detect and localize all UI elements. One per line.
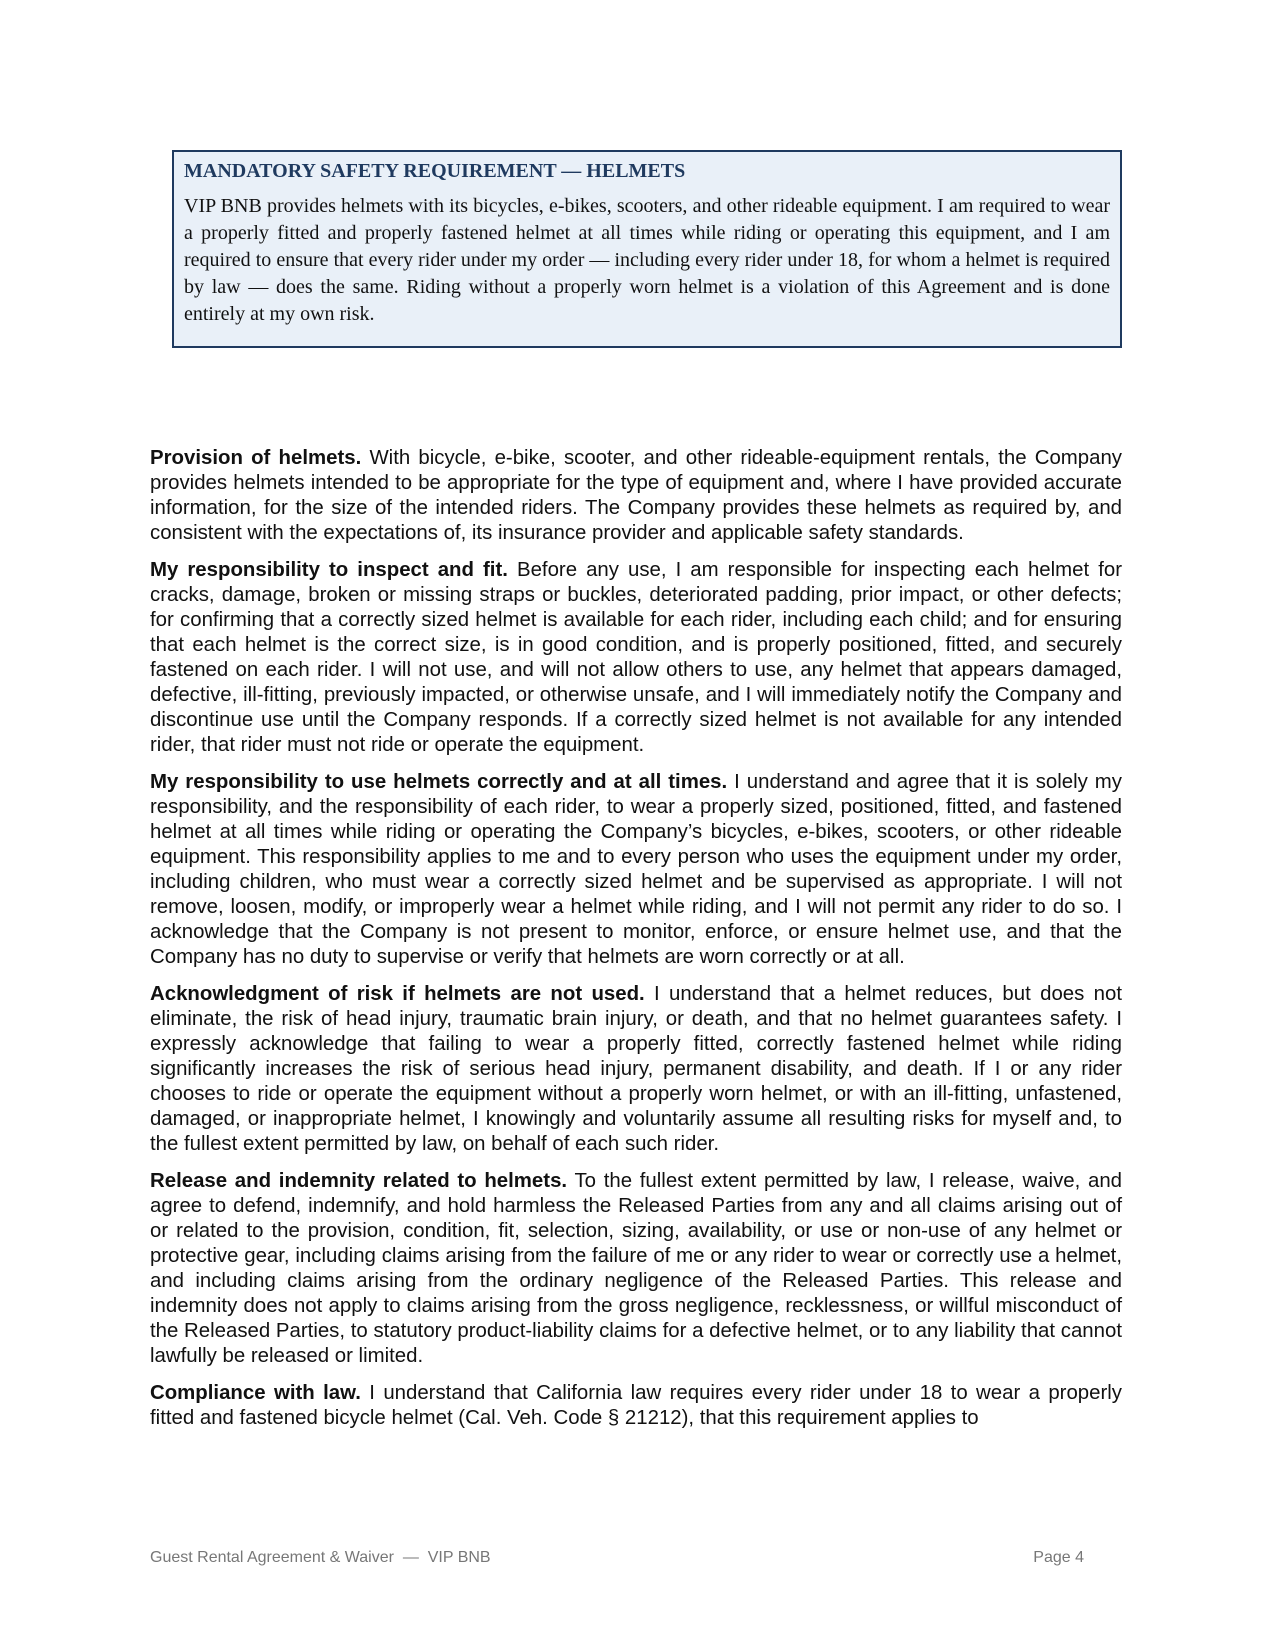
section-heading: Release and indemnity related to helmets. xyxy=(150,1170,568,1192)
section-text: To the fullest extent permitted by law, I release, waive, and agree to defend, indemnify, and hold harmless the Released Parties from any and all claims arising out of or related to the provision, condition, fit, selection, sizing, availability, or use or non-use of any helmet or protective gear, including claims arising from the failure of me or any rider to wear or correctly use a helmet, and including claims arising from the ordinary negligence of the Released Parties. This release and indemnity does not apply to claims arising from the gross negligence, recklessness, or willful misconduct of the Released Parties, to statutory product-liability claims for a defective helmet, or to any liability that cannot lawfully be released or limited. xyxy=(150,1170,1123,1367)
section-heading: Compliance with law. xyxy=(150,1382,361,1404)
section-text: I understand that California law requires every rider under 18 to wear a properly fitted and fastened bicycle helmet (Cal. Veh. Code § 21212), that this requirement applies to xyxy=(150,1382,1123,1429)
footer-document-title: Guest Rental Agreement & Waiver — VIP BNB xyxy=(150,1549,491,1566)
section-text: With bicycle, e-bike, scooter, and other rideable-equipment rentals, the Company provides helmets intended to be appropriate for the type of equipment and, where I have provided accurate information, for the size of the intended riders. The Company provides these helmets as required by, and consistent with the expectations of, its insurance provider and applicable safety standards. xyxy=(150,447,1122,544)
callout-text: VIP BNB provides helmets with its bicycles, e-bikes, scooters, and other rideable equipment. I am required to wear a properly fitted and properly fastened helmet at all times while riding or operating this equipment, and I am required to ensure that every rider under my order — including every rider under 18, for whom a helmet is required by law — does the same. Riding without a properly worn helmet is a violation of this Agreement and is done entirely at my own risk. xyxy=(184,195,1110,325)
footer-page-number: Page 4 xyxy=(1033,1549,1084,1566)
section-heading: Provision of helmets. xyxy=(150,447,362,469)
section-provision xyxy=(150,446,1122,546)
callout-title: MANDATORY SAFETY REQUIREMENT — HELMETS xyxy=(184,160,686,182)
section-heading: My responsibility to use helmets correctly and at all times. xyxy=(150,771,728,793)
section-use-correctly xyxy=(150,770,1122,970)
section-release-indemnity xyxy=(150,1169,1122,1369)
section-text: I understand and agree that it is solely my responsibility, and the responsibility of each rider, to wear a properly sized, positioned, fitted, and fastened helmet at all times while riding or operating the Company’s bicycles, e-bikes, scooters, or other rideable equipment. This responsibility applies to me and to every person who uses the equipment under my order, including children, who must wear a correctly sized helmet and be supervised as appropriate. I will not remove, loosen, modify, or improperly wear a helmet while riding, and I will not permit any rider to do so. I acknowledge that the Company is not present to monitor, enforce, or ensure helmet use, and that the Company has no duty to supervise or verify that helmets are worn correctly or at all. xyxy=(150,771,1122,968)
section-text: I understand that a helmet reduces, but does not eliminate, the risk of head injury, traumatic brain injury, or death, and that no helmet guarantees safety. I expressly acknowledge that failing to wear a properly fitted, correctly fastened helmet while riding significantly increases the risk of serious head injury, permanent disability, and death. If I or any rider chooses to ride or operate the equipment without a properly worn helmet, or with an ill-fitting, unfastened, damaged, or inappropriate helmet, I knowingly and voluntarily assume all resulting risks for myself and, to the fullest extent permitted by law, on behalf of each such rider. xyxy=(150,983,1122,1155)
section-compliance-law xyxy=(150,1381,1122,1431)
helmet-safety-callout xyxy=(172,150,1122,348)
agreement-body xyxy=(150,446,1122,1443)
section-risk-acknowledgment xyxy=(150,982,1122,1157)
section-heading: Acknowledgment of risk if helmets are not used. xyxy=(150,983,645,1005)
section-heading: My responsibility to inspect and fit. xyxy=(150,559,508,581)
section-inspect-fit xyxy=(150,558,1122,758)
section-text: Before any use, I am responsible for inspecting each helmet for cracks, damage, broken or missing straps or buckles, deteriorated padding, prior impact, or other defects; for confirming that a correctly sized helmet is available for each rider, including each child; and for ensuring that each helmet is the correct size, is in good condition, and is properly positioned, fitted, and securely fastened on each rider. I will not use, and will not allow others to use, any helmet that appears damaged, defective, ill-fitting, previously impacted, or otherwise unsafe, and I will immediately notify the Company and discontinue use until the Company responds. If a correctly sized helmet is not available for any intended rider, that rider must not ride or operate the equipment. xyxy=(150,559,1123,756)
